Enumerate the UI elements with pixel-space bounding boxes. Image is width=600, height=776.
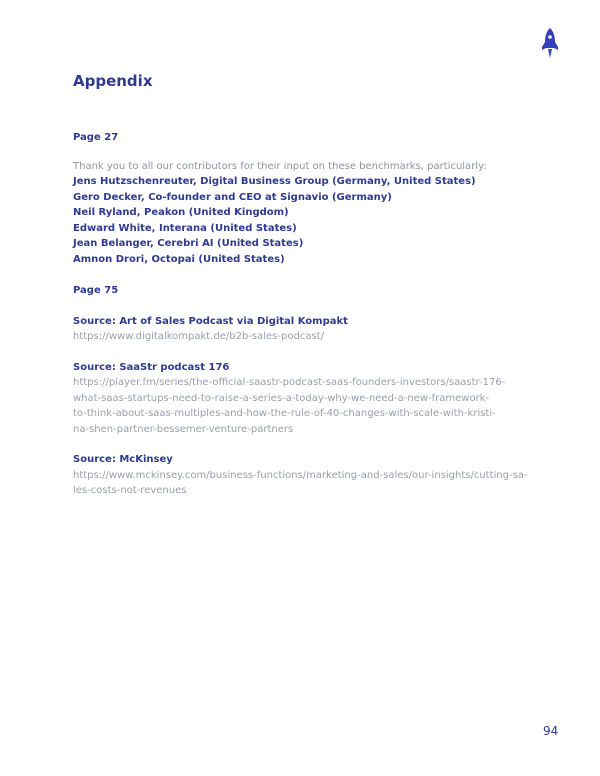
page-number: 94 xyxy=(543,724,559,738)
contributors-intro: Thank you to all our contributors for their input on these benchmarks, particularly: xyxy=(73,160,487,172)
source-title: Source: Art of Sales Podcast via Digital Kompakt xyxy=(73,315,348,327)
source-item xyxy=(73,452,533,499)
source-url[interactable]: to-think-about-saas-multiples-and-how-the-rule-of-40-changes-with-scale-with-kristi- xyxy=(73,408,496,419)
section-page-label: Page 27 xyxy=(73,132,119,143)
rocket-icon xyxy=(540,27,560,59)
section-page-label: Page 75 xyxy=(73,285,119,296)
contributor-list xyxy=(73,174,533,267)
source-title: Source: McKinsey xyxy=(73,454,173,465)
contributor-item: Gero Decker, Co-founder and CEO at Signavio (Germany) xyxy=(73,191,392,203)
contributor-item: Jens Hutzschenreuter, Digital Business Group (Germany, United States) xyxy=(73,176,476,187)
logo xyxy=(540,27,560,59)
source-item xyxy=(73,360,533,438)
source-url[interactable]: na-shen-partner-bessemer-venture-partners xyxy=(73,423,294,435)
source-item xyxy=(73,314,533,345)
contributor-item: Amnon Drori, Octopai (United States) xyxy=(73,253,285,265)
source-url[interactable]: les-costs-not-revenues xyxy=(73,485,187,496)
source-url[interactable]: https://player.fm/series/the-official-saastr-podcast-saas-founders-investors/saastr-176- xyxy=(73,377,506,388)
contributor-item: Edward White, Interana (United States) xyxy=(73,222,297,234)
appendix-content xyxy=(73,130,533,499)
page-title: Appendix xyxy=(73,72,153,90)
source-title: Source: SaaStr podcast 176 xyxy=(73,361,230,373)
source-url[interactable]: https://www.digitalkompakt.de/b2b-sales-podcast/ xyxy=(73,331,324,342)
source-url[interactable]: what-saas-startups-need-to-raise-a-series-a-today-why-we-need-a-new-framework- xyxy=(73,392,490,404)
contributor-item: Neil Ryland, Peakon (United Kingdom) xyxy=(73,207,289,218)
contributor-item: Jean Belanger, Cerebri AI (United States) xyxy=(73,238,304,249)
source-url[interactable]: https://www.mckinsey.com/business-functions/marketing-and-sales/our-insights/cutting-sa- xyxy=(73,469,528,481)
